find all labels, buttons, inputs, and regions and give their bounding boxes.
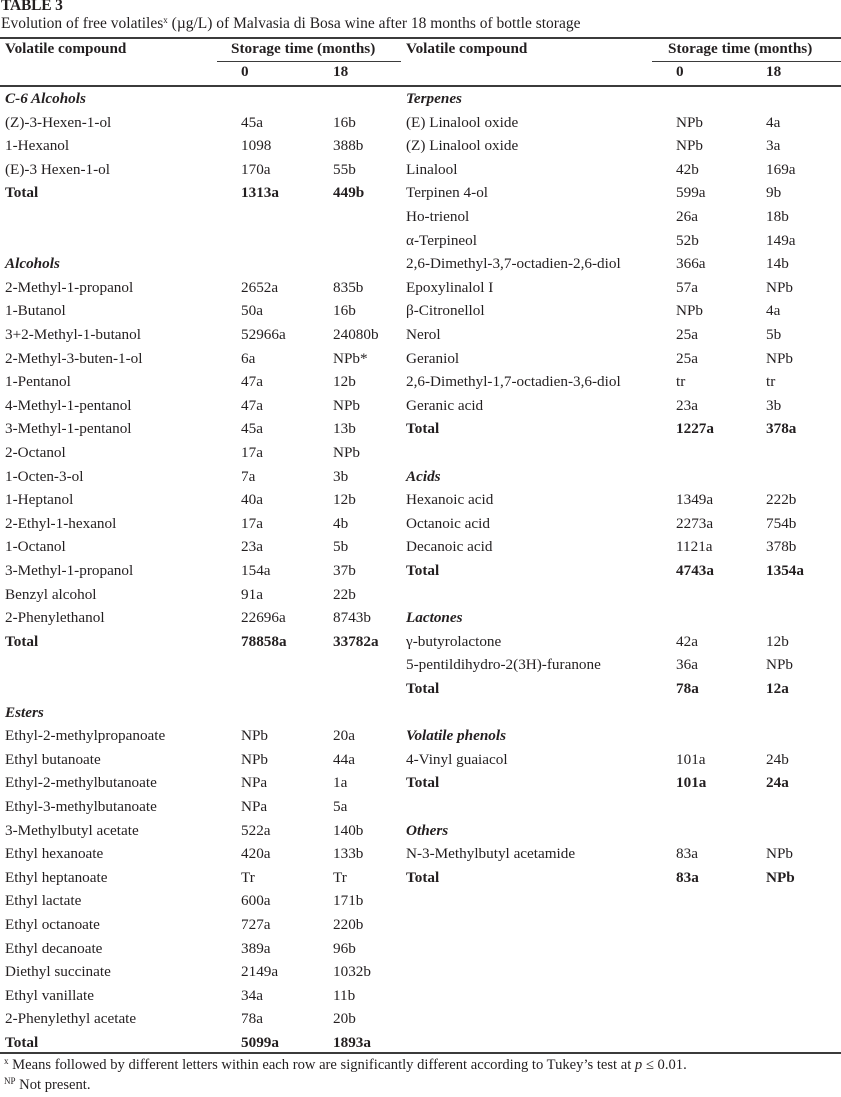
value-month-0: 2273a: [676, 514, 714, 532]
header-subrule-left: [217, 61, 401, 62]
compound-name: 2-Methyl-1-propanol: [5, 278, 134, 296]
value-month-18: 12b: [333, 373, 356, 391]
value-month-0: 34a: [241, 986, 263, 1004]
value-month-0: 40a: [241, 491, 263, 509]
table-row: [0, 724, 420, 747]
group-heading-row: [400, 819, 820, 842]
value-month-0: 1098: [241, 137, 272, 155]
compound-name: 2,6-Dimethyl-1,7-octadien-3,6-diol: [406, 373, 621, 391]
compound-name: Ethyl hexanoate: [5, 845, 104, 863]
value-month-0: 727a: [241, 916, 271, 933]
value-month-18: NPb: [766, 349, 794, 367]
compound-name: Ethyl-2-methylbutanoate: [5, 774, 157, 792]
value-month-0: 78858a: [241, 632, 287, 650]
total-row: [400, 771, 820, 794]
value-month-18: 16b: [333, 302, 356, 320]
value-month-18: 12a: [766, 680, 789, 697]
header-compound-left: Volatile compound: [5, 40, 127, 57]
value-month-18: tr: [766, 373, 776, 391]
value-month-18: 1893a: [333, 1034, 371, 1051]
value-month-0: 154a: [241, 562, 271, 579]
compound-name: 3-Methyl-1-pentanol: [5, 420, 132, 438]
table-row: [0, 535, 420, 558]
compound-name: β-Citronellol: [406, 302, 485, 320]
table-row: [0, 960, 420, 983]
table-caption: [1, 15, 580, 33]
header-compound-right: Volatile compound: [406, 40, 528, 57]
value-month-0: 78a: [676, 680, 699, 697]
value-month-0: 170a: [241, 160, 271, 178]
value-month-0: tr: [676, 373, 686, 391]
table-row: [400, 370, 820, 393]
table-row: [0, 465, 420, 488]
table-row: [0, 276, 420, 299]
blank-row: [400, 583, 820, 606]
footnote-not-present: [4, 1076, 91, 1094]
value-month-0: 600a: [241, 892, 271, 910]
value-month-18: 5b: [766, 326, 782, 343]
value-month-18: 16b: [333, 113, 356, 131]
header-month-0-left: 0: [241, 63, 249, 80]
compound-name: 1-Butanol: [5, 302, 66, 320]
table-row: [0, 583, 420, 606]
value-month-18: 13b: [333, 420, 356, 438]
value-month-18: 133b: [333, 845, 364, 863]
value-month-0: NPa: [241, 774, 268, 792]
value-month-0: 2149a: [241, 963, 279, 981]
group-heading: Alcohols: [5, 255, 60, 273]
blank-row: [400, 701, 820, 724]
value-month-18: 24080b: [333, 326, 379, 343]
value-month-18: 169a: [766, 160, 796, 178]
table-row: [0, 441, 420, 464]
value-month-18: 18b: [766, 208, 789, 225]
value-month-18: 4a: [766, 113, 781, 131]
value-month-18: NPb*: [333, 349, 368, 367]
value-month-0: 25a: [676, 326, 698, 343]
blank-row: [400, 795, 820, 818]
value-month-18: 388b: [333, 137, 364, 155]
value-month-0: 23a: [676, 396, 698, 414]
table-row: [400, 488, 820, 511]
value-month-0: 1349a: [676, 491, 714, 509]
table-row: [400, 134, 820, 157]
table-row: [0, 889, 420, 912]
value-month-0: 4743a: [676, 562, 714, 579]
value-month-18: 12b: [333, 491, 356, 509]
compound-name: Total: [5, 632, 39, 650]
compound-name: 2-Phenylethyl acetate: [5, 1010, 137, 1028]
compound-name: Epoxylinalol I: [406, 278, 494, 296]
value-month-18: 378b: [766, 538, 797, 556]
table-row: [0, 748, 420, 771]
value-month-18: 33782a: [333, 632, 379, 650]
value-month-18: 378a: [766, 420, 797, 438]
table-row: [400, 276, 820, 299]
value-month-0: NPb: [676, 113, 704, 131]
footnote-text-end: ≤ 0.01.: [642, 1057, 687, 1073]
value-month-0: 366a: [676, 255, 706, 273]
table-row: [0, 984, 420, 1007]
value-month-0: 1313a: [241, 184, 279, 202]
compound-name: Ethyl vanillate: [5, 986, 94, 1004]
compound-name: (E) Linalool oxide: [406, 113, 519, 131]
compound-name: Hexanoic acid: [406, 491, 494, 509]
compound-name: 1-Heptanol: [5, 491, 74, 509]
compound-name: Nerol: [406, 326, 441, 343]
compound-name: (E)-3 Hexen-1-ol: [5, 160, 110, 178]
compound-name: 3+2-Methyl-1-butanol: [5, 326, 141, 343]
header-subrule-right: [652, 61, 841, 62]
compound-name: γ-butyrolactone: [406, 632, 502, 650]
compound-name: (Z) Linalool oxide: [406, 137, 519, 155]
table-row: [400, 748, 820, 771]
value-month-0: NPb: [676, 302, 704, 320]
value-month-0: 42a: [676, 632, 698, 650]
compound-name: Total: [406, 420, 440, 438]
compound-name: Decanoic acid: [406, 538, 493, 556]
value-month-0: NPb: [241, 727, 269, 745]
value-month-0: 47a: [241, 373, 263, 391]
footnote-text: Means followed by different letters within each row are significantly different according to Tukey’s test at: [8, 1057, 635, 1073]
table-row: [0, 819, 420, 842]
header-month-18-right: 18: [766, 63, 782, 80]
value-month-0: 52966a: [241, 326, 286, 343]
footnote-text: Not present.: [15, 1077, 91, 1093]
group-heading: C-6 Alcohols: [5, 90, 86, 107]
value-month-18: 754b: [766, 514, 797, 532]
value-month-18: 12b: [766, 632, 789, 650]
compound-name: 4-Vinyl guaiacol: [406, 750, 508, 768]
value-month-18: 37b: [333, 562, 356, 579]
header-month-18-left: 18: [333, 63, 349, 80]
value-month-0: 57a: [676, 278, 698, 296]
total-row: [0, 1031, 420, 1054]
table-row: [400, 205, 820, 228]
value-month-0: 1121a: [676, 538, 713, 556]
value-month-18: 4b: [333, 514, 349, 532]
value-month-18: 4a: [766, 302, 781, 320]
compound-name: Ethyl lactate: [5, 892, 82, 910]
value-month-18: NPb: [766, 656, 794, 674]
table-row: [400, 653, 820, 676]
compound-name: Ethyl decanoate: [5, 939, 103, 957]
group-heading-row: [400, 465, 820, 488]
value-month-0: 36a: [676, 656, 698, 674]
total-row: [400, 559, 820, 582]
compound-name: Benzyl alcohol: [5, 585, 97, 603]
total-row: [400, 677, 820, 700]
compound-name: N-3-Methylbutyl acetamide: [406, 845, 576, 863]
value-month-18: 3b: [766, 396, 782, 414]
value-month-0: 42b: [676, 160, 699, 178]
value-month-18: NPb: [766, 868, 795, 886]
value-month-18: 140b: [333, 821, 364, 839]
value-month-0: 17a: [241, 444, 263, 461]
table-row: [0, 323, 420, 346]
value-month-18: 3b: [333, 467, 349, 485]
value-month-18: 96b: [333, 939, 356, 957]
table-row: [0, 347, 420, 370]
table-row: [0, 299, 420, 322]
compound-name: 1-Octen-3-ol: [5, 467, 84, 485]
value-month-0: 78a: [241, 1010, 263, 1028]
table-row: [400, 842, 820, 865]
compound-name: 3-Methyl-1-propanol: [5, 562, 134, 579]
table-row: [400, 323, 820, 346]
caption-text-rest: (µg/L) of Malvasia di Bosa wine after 18 months of bottle storage: [167, 15, 581, 32]
footnote-marker: NP: [4, 1076, 16, 1086]
compound-name: Geraniol: [406, 349, 460, 367]
table-row: [0, 913, 420, 936]
value-month-18: 20b: [333, 1010, 356, 1028]
table-row: [0, 134, 420, 157]
top-rule: [0, 37, 841, 39]
compound-name: 5-pentildihydro-2(3H)-furanone: [406, 656, 601, 674]
compound-name: Total: [5, 1034, 39, 1051]
table-row: [400, 299, 820, 322]
table-row: [0, 370, 420, 393]
value-month-18: 9b: [766, 184, 782, 202]
compound-name: 2-Methyl-3-buten-1-ol: [5, 349, 143, 367]
group-heading: Acids: [406, 467, 441, 485]
compound-name: 2-Phenylethanol: [5, 609, 105, 627]
blank-row: [0, 653, 420, 676]
value-month-0: 5099a: [241, 1034, 279, 1051]
value-month-18: 220b: [333, 916, 364, 933]
value-month-0: 45a: [241, 113, 263, 131]
compound-name: 2-Octanol: [5, 444, 66, 461]
footnote-significance: [4, 1056, 687, 1074]
value-month-0: 83a: [676, 868, 699, 886]
caption-text: Evolution of free volatiles: [1, 15, 164, 32]
table-row: [0, 795, 420, 818]
value-month-18: NPb: [333, 444, 361, 461]
compound-name: Linalool: [406, 160, 458, 178]
compound-name: Total: [406, 680, 440, 697]
table-row: [400, 535, 820, 558]
value-month-18: NPb: [766, 278, 794, 296]
table-row: [0, 512, 420, 535]
table-row: [0, 111, 420, 134]
value-month-0: 23a: [241, 538, 263, 556]
value-month-18: 8743b: [333, 609, 371, 627]
value-month-0: 1227a: [676, 420, 714, 438]
table-row: [0, 866, 420, 889]
value-month-0: 101a: [676, 774, 707, 792]
value-month-18: 149a: [766, 231, 796, 249]
value-month-0: NPb: [676, 137, 704, 155]
compound-name: Ethyl heptanoate: [5, 868, 108, 886]
value-month-0: 420a: [241, 845, 271, 863]
value-month-18: NPb: [766, 845, 794, 863]
total-row: [400, 417, 820, 440]
table-row: [0, 559, 420, 582]
group-heading-row: [0, 87, 420, 110]
value-month-0: 91a: [241, 585, 263, 603]
value-month-0: 47a: [241, 396, 263, 414]
value-month-18: 22b: [333, 585, 356, 603]
value-month-18: 171b: [333, 892, 364, 910]
value-month-18: 1032b: [333, 963, 371, 981]
group-heading-row: [0, 701, 420, 724]
table-row: [0, 937, 420, 960]
blank-row: [0, 205, 420, 228]
compound-name: Total: [406, 774, 440, 792]
blank-row: [400, 441, 820, 464]
compound-name: Ethyl octanoate: [5, 916, 100, 933]
table-label: TABLE 3: [1, 0, 63, 14]
compound-name: 1-Pentanol: [5, 373, 71, 391]
compound-name: Ethyl-2-methylpropanoate: [5, 727, 166, 745]
group-heading: Others: [406, 821, 449, 839]
compound-name: Octanoic acid: [406, 514, 490, 532]
value-month-0: 2652a: [241, 278, 279, 296]
value-month-18: 3a: [766, 137, 781, 155]
caption-superscript: x: [163, 15, 168, 25]
compound-name: (Z)-3-Hexen-1-ol: [5, 113, 112, 131]
compound-name: Total: [406, 562, 440, 579]
table-row: [400, 252, 820, 275]
value-month-0: 101a: [676, 750, 706, 768]
header-storage-left: Storage time (months): [231, 40, 376, 57]
table-row: [400, 512, 820, 535]
value-month-0: 6a: [241, 349, 256, 367]
value-month-0: 50a: [241, 302, 263, 320]
group-heading: Volatile phenols: [406, 727, 507, 745]
value-month-18: 24b: [766, 750, 789, 768]
bottom-rule: [0, 1052, 841, 1054]
total-row: [0, 630, 420, 653]
compound-name: Ethyl-3-methylbutanoate: [5, 798, 157, 815]
compound-name: α-Terpineol: [406, 231, 477, 249]
value-month-18: 835b: [333, 278, 364, 296]
group-heading: Lactones: [406, 609, 463, 627]
blank-row: [0, 229, 420, 252]
compound-name: Terpinen 4-ol: [406, 184, 489, 202]
value-month-18: Tr: [333, 868, 347, 886]
value-month-0: 52b: [676, 231, 699, 249]
value-month-18: 5a: [333, 798, 348, 815]
value-month-0: 389a: [241, 939, 271, 957]
value-month-18: NPb: [333, 396, 361, 414]
total-row: [400, 866, 820, 889]
table-row: [0, 417, 420, 440]
value-month-18: 44a: [333, 750, 355, 768]
table-row: [0, 488, 420, 511]
footnote-marker: x: [4, 1056, 9, 1066]
compound-name: 1-Hexanol: [5, 137, 70, 155]
compound-name: Total: [406, 868, 440, 886]
compound-name: Geranic acid: [406, 396, 484, 414]
table-row: [400, 347, 820, 370]
group-heading: Esters: [5, 703, 44, 721]
table-row: [400, 229, 820, 252]
group-heading-row: [0, 252, 420, 275]
table-row: [0, 606, 420, 629]
value-month-18: 222b: [766, 491, 797, 509]
value-month-0: NPb: [241, 750, 269, 768]
table-row: [0, 842, 420, 865]
value-month-18: 11b: [333, 986, 356, 1004]
table-row: [0, 1007, 420, 1030]
table-row: [400, 181, 820, 204]
group-heading-row: [400, 87, 820, 110]
value-month-0: 7a: [241, 467, 256, 485]
value-month-18: 449b: [333, 184, 365, 202]
value-month-18: 14b: [766, 255, 789, 273]
compound-name: 1-Octanol: [5, 538, 66, 556]
value-month-0: 599a: [676, 184, 706, 202]
group-heading-row: [400, 606, 820, 629]
compound-name: Ho-trienol: [406, 208, 470, 225]
table-row: [0, 771, 420, 794]
compound-name: Diethyl succinate: [5, 963, 111, 981]
value-month-0: 522a: [241, 821, 271, 839]
value-month-0: 45a: [241, 420, 263, 438]
value-month-18: 1a: [333, 774, 348, 792]
value-month-18: 20a: [333, 727, 355, 745]
compound-name: 3-Methylbutyl acetate: [5, 821, 139, 839]
value-month-0: NPa: [241, 798, 268, 815]
value-month-18: 5b: [333, 538, 349, 556]
value-month-0: 26a: [676, 208, 698, 225]
compound-name: Total: [5, 184, 39, 202]
value-month-18: 55b: [333, 160, 356, 178]
value-month-18: 24a: [766, 774, 789, 792]
table-row: [400, 394, 820, 417]
compound-name: 2,6-Dimethyl-3,7-octadien-2,6-diol: [406, 255, 621, 273]
value-month-0: 25a: [676, 349, 698, 367]
value-month-0: 83a: [676, 845, 698, 863]
value-month-18: 1354a: [766, 562, 804, 579]
compound-name: 2-Ethyl-1-hexanol: [5, 514, 117, 532]
footnote-italic: p: [634, 1057, 643, 1073]
value-month-0: Tr: [241, 868, 255, 886]
compound-name: 4-Methyl-1-pentanol: [5, 396, 132, 414]
value-month-0: 17a: [241, 514, 263, 532]
header-storage-right: Storage time (months): [668, 40, 813, 57]
table-row: [400, 158, 820, 181]
group-heading-row: [400, 724, 820, 747]
table-row: [0, 158, 420, 181]
total-row: [0, 181, 420, 204]
table-row: [0, 394, 420, 417]
table-row: [400, 630, 820, 653]
compound-name: Ethyl butanoate: [5, 750, 101, 768]
table-row: [400, 111, 820, 134]
header-month-0-right: 0: [676, 63, 684, 80]
value-month-0: 22696a: [241, 609, 286, 627]
group-heading: Terpenes: [406, 90, 462, 107]
blank-row: [0, 677, 420, 700]
